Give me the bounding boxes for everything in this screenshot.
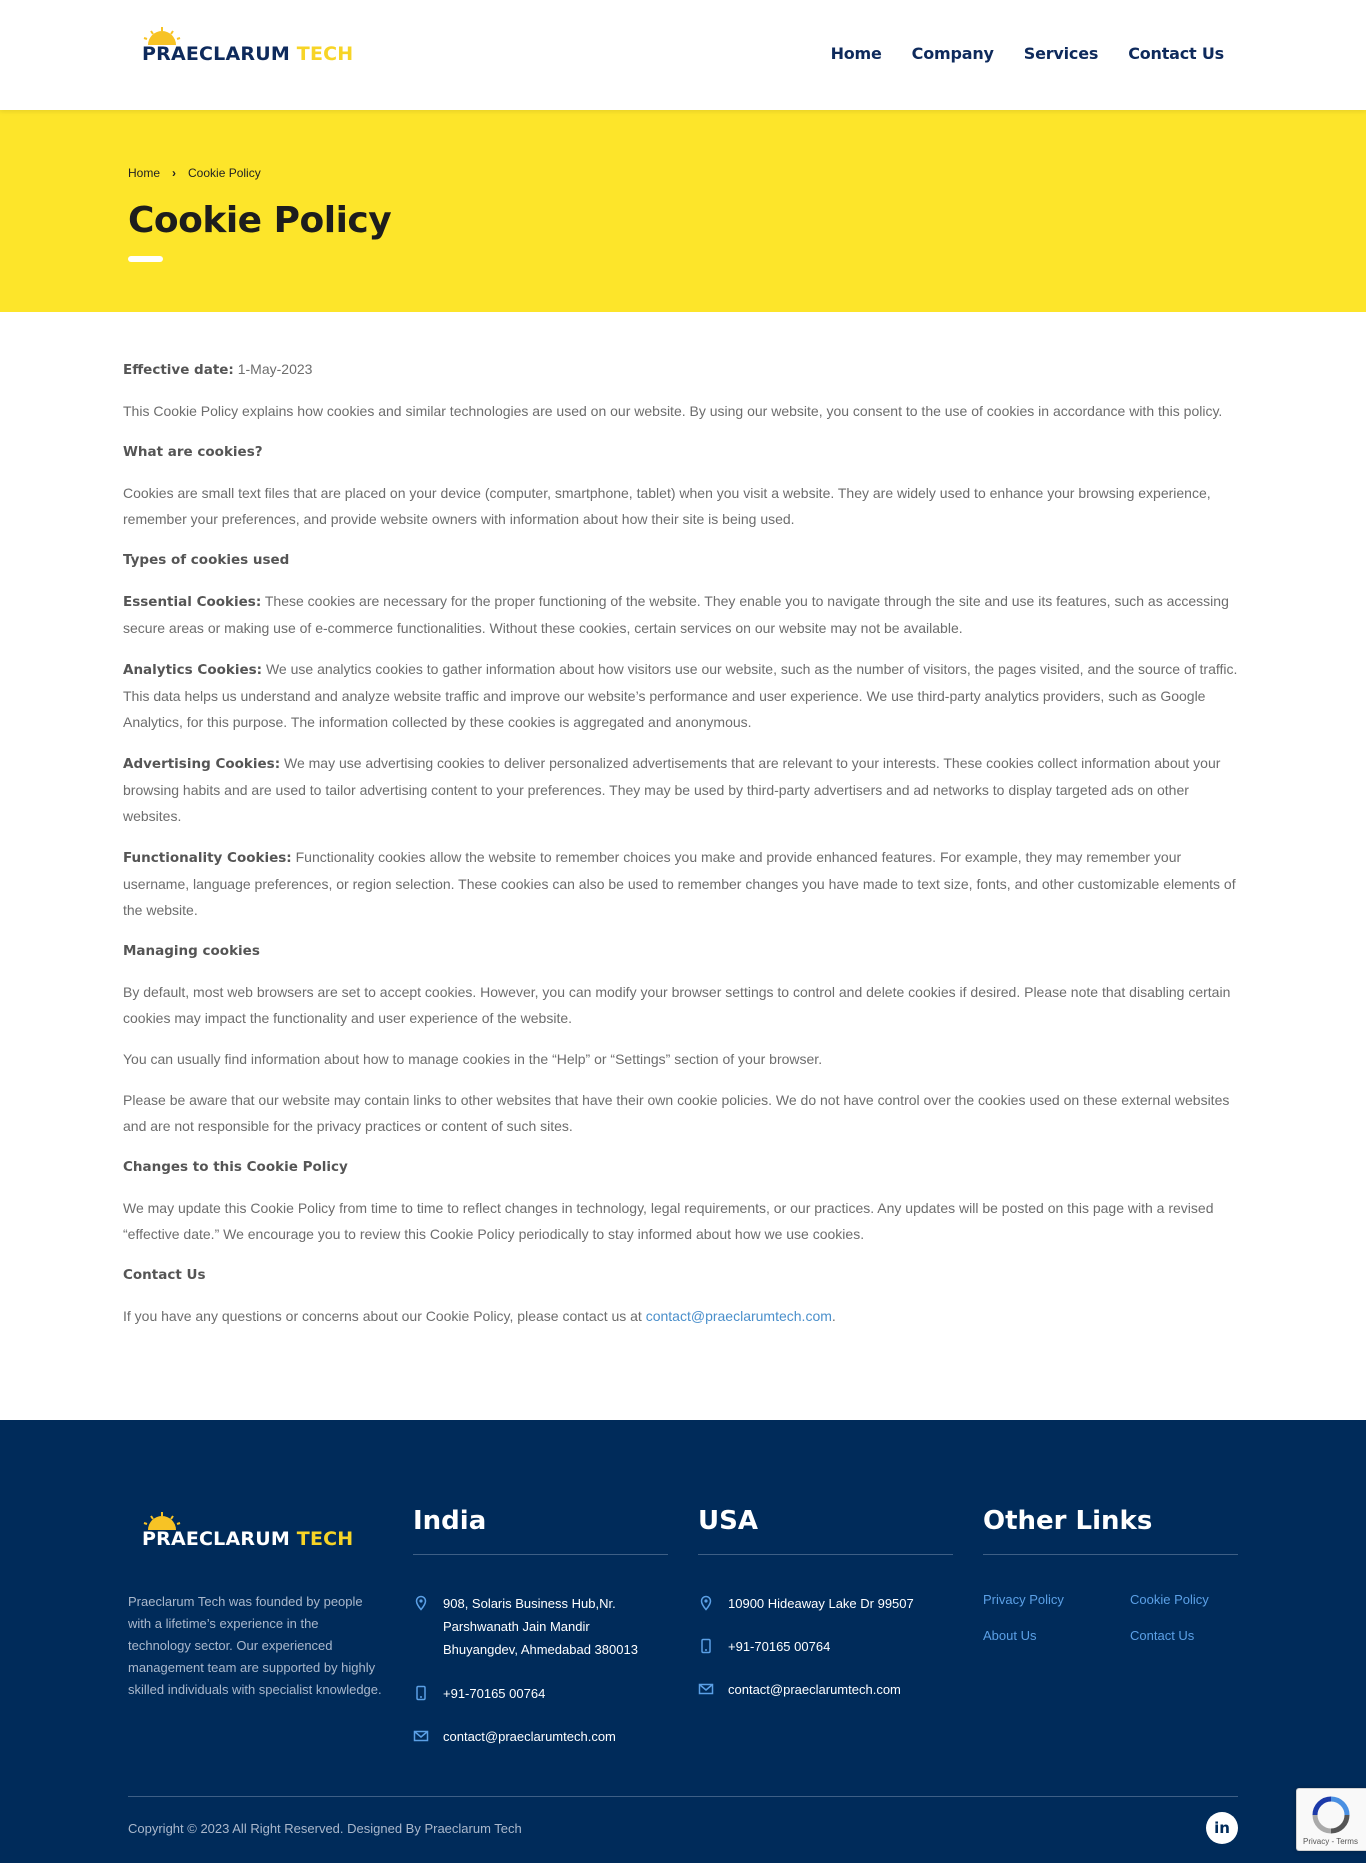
footer-brand-part2: TECH (296, 1528, 354, 1550)
india-heading: India (413, 1506, 487, 1536)
other-links-heading: Other Links (983, 1506, 1153, 1536)
managing-paragraph-3: Please be aware that our website may contain links to other websites that have their own cookie policies. We do not have control over the cookies used on these external websites and are not responsible for the privacy practices or content of such sites. (123, 1092, 1230, 1134)
page-hero (0, 110, 1366, 312)
breadcrumb-home[interactable]: Home (128, 166, 161, 180)
what-paragraph: Cookies are small text files that are placed on your device (computer, smartphone, tablet) when you visit a website. They are widely used to enhance your browsing experience, remember your preferences, and provide website owners with information about how their site is being used. (123, 485, 1211, 527)
breadcrumb (128, 166, 261, 180)
contact-end: . (831, 1308, 836, 1324)
functionality-label: Functionality Cookies: (123, 850, 292, 866)
india-phone-text: +91-70165 00764 (443, 1686, 546, 1701)
nav-company[interactable]: Company (911, 44, 994, 63)
effective-date-label: Effective date: (123, 362, 234, 378)
recaptcha-icon (1311, 1795, 1351, 1835)
essential-text: These cookies are necessary for the proper functioning of the website. They enable you to navigate through the site and use its features, such as accessing secure areas or making use of e-commerce functionalities. Without these cookies, certain services on our website may not be available. (123, 593, 1229, 636)
india-address (413, 1592, 638, 1661)
brand-name-part2: TECH (296, 43, 354, 65)
usa-divider (698, 1554, 953, 1555)
usa-email[interactable] (698, 1678, 901, 1701)
other-links-divider (983, 1554, 1238, 1555)
analytics-paragraph (123, 656, 1243, 735)
nav-home[interactable]: Home (830, 44, 882, 63)
usa-phone[interactable] (698, 1635, 830, 1658)
india-email-text: contact@praeclarumtech.com (443, 1729, 616, 1744)
recaptcha-terms[interactable]: Privacy - Terms (1303, 1837, 1358, 1846)
india-address-line2: Parshwanath Jain Mandir (443, 1619, 590, 1634)
advertising-text: We may use advertising cookies to deliver personalized advertisements that are relevant to your interests. These cookies collect information about your browsing habits and are used to tailor advertising content to your preferences. They may be used by third-party advertisers and ad networks to display targeted ads on other websites. (123, 755, 1221, 824)
brand-name (142, 43, 353, 65)
what-heading: What are cookies? (123, 444, 263, 460)
phone-icon (698, 1638, 714, 1654)
location-pin-icon (698, 1595, 714, 1611)
main-nav (831, 44, 1224, 63)
essential-label: Essential Cookies: (123, 594, 262, 610)
managing-paragraph-1: By default, most web browsers are set to accept cookies. However, you can modify your browser settings to control and delete cookies if desired. Please note that disabling certain cookies may impact the functionality and user experience of the website. (123, 984, 1231, 1026)
brand-logo[interactable] (142, 27, 352, 67)
contact-text: If you have any questions or concerns about our Cookie Policy, please contact us at (123, 1308, 646, 1324)
page-title: Cookie Policy (128, 200, 392, 241)
advertising-label: Advertising Cookies: (123, 756, 281, 772)
nav-contact-us[interactable]: Contact Us (1128, 44, 1224, 63)
effective-date-value: 1-May-2023 (233, 361, 313, 377)
india-divider (413, 1554, 668, 1555)
contact-heading: Contact Us (123, 1267, 206, 1283)
chevron-right-icon: › (172, 166, 177, 180)
nav-services[interactable]: Services (1023, 44, 1099, 63)
breadcrumb-current: Cookie Policy (188, 166, 261, 180)
footer-about: Praeclarum Tech was founded by people with a lifetime’s experience in the technology sector. Our experienced management team are supported by highly skilled individuals with specialist knowledge. (128, 1594, 382, 1697)
usa-email-text: contact@praeclarumtech.com (728, 1682, 901, 1697)
advertising-paragraph (123, 750, 1243, 829)
changes-paragraph: We may update this Cookie Policy from time to time to reflect changes in technology, legal requirements, or our practices. Any updates will be posted on this page with a revised “effective date.” We encourage you to review this Cookie Policy periodically to stay informed about how we use cookies. (123, 1200, 1214, 1242)
mail-icon (413, 1728, 429, 1744)
essential-paragraph (123, 588, 1243, 641)
footer-link-privacy-policy[interactable]: Privacy Policy (983, 1592, 1064, 1607)
india-phone[interactable] (413, 1682, 545, 1705)
footer-brand-name (142, 1528, 353, 1550)
managing-heading: Managing cookies (123, 943, 260, 959)
linkedin-icon[interactable]: in (1206, 1812, 1238, 1844)
footer-logo[interactable] (142, 1512, 352, 1552)
india-email[interactable] (413, 1725, 616, 1748)
brand-name-part1: PRAECLARUM (142, 43, 290, 65)
location-pin-icon (413, 1595, 429, 1611)
types-heading: Types of cookies used (123, 552, 290, 568)
usa-address-text: 10900 Hideaway Lake Dr 99507 (728, 1596, 914, 1611)
recaptcha-badge[interactable] (1296, 1788, 1366, 1851)
phone-icon (413, 1685, 429, 1701)
india-address-line3: Bhuyangdev, Ahmedabad 380013 (443, 1642, 638, 1657)
managing-paragraph-2: You can usually find information about how to manage cookies in the “Help” or “Settings” section of your browser. (123, 1051, 823, 1067)
site-footer (0, 1420, 1366, 1863)
effective-date (123, 356, 1243, 383)
usa-address (698, 1592, 914, 1615)
analytics-label: Analytics Cookies: (123, 662, 263, 678)
functionality-text: Functionality cookies allow the website to remember choices you make and provide enhanced features. For example, they may remember your username, language preferences, or region selection. These cookies can also be used to remember changes you have made to text size, fonts, and other customizable elements of the website. (123, 849, 1236, 918)
india-address-line1: 908, Solaris Business Hub,Nr. (443, 1596, 616, 1611)
functionality-paragraph (123, 844, 1243, 923)
footer-brand-part1: PRAECLARUM (142, 1528, 290, 1550)
mail-icon (698, 1681, 714, 1697)
changes-heading: Changes to this Cookie Policy (123, 1159, 348, 1175)
usa-heading: USA (698, 1506, 758, 1536)
analytics-text: We use analytics cookies to gather information about how visitors use our website, such as the number of visitors, the pages visited, and the source of traffic. This data helps us understand and analyze website traffic and improve our website’s performance and user experience. We use third-party analytics providers, such as Google Analytics, for this purpose. The information collected by these cookies is aggregated and anonymous. (123, 661, 1238, 730)
site-header (0, 0, 1366, 110)
copyright: Copyright © 2023 All Right Reserved. Designed By Praeclarum Tech (128, 1821, 522, 1836)
footer-link-about-us[interactable]: About Us (983, 1628, 1037, 1643)
footer-bottom-divider (128, 1796, 1238, 1797)
usa-phone-text: +91-70165 00764 (728, 1639, 831, 1654)
policy-content (123, 356, 1243, 1344)
title-underline (128, 256, 163, 262)
footer-link-cookie-policy[interactable]: Cookie Policy (1130, 1592, 1209, 1607)
contact-email-link[interactable]: contact@praeclarumtech.com (645, 1308, 832, 1324)
contact-paragraph (123, 1303, 1243, 1329)
intro-paragraph: This Cookie Policy explains how cookies and similar technologies are used on our website. By using our website, you consent to the use of cookies in accordance with this policy. (123, 403, 1223, 419)
footer-link-contact-us[interactable]: Contact Us (1130, 1628, 1195, 1643)
